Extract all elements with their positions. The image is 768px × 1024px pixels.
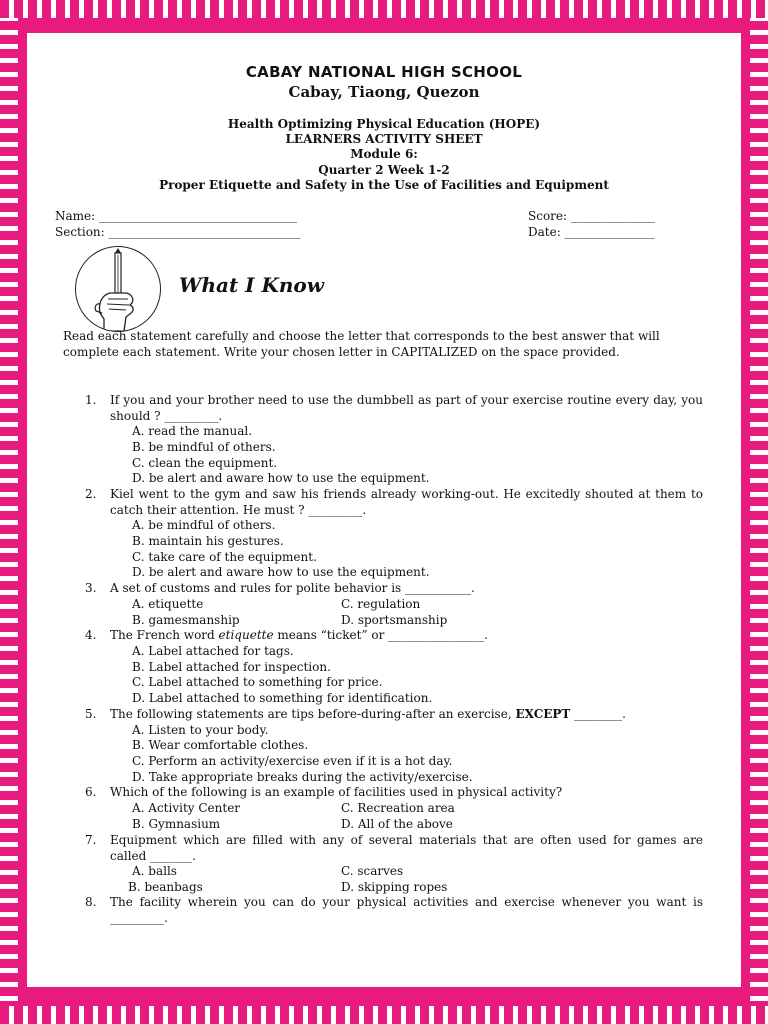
option: C. scarves [341,864,404,878]
option: C. clean the equipment. [132,456,278,470]
question-3 [85,581,703,597]
option: C. regulation [341,597,421,611]
option: B. Wear comfortable clothes. [132,738,309,752]
option: D. Take appropriate breaks during the activity/exercise. [132,770,473,784]
option: D. sportsmanship [341,613,448,627]
question-number: 6. [85,785,97,799]
option: B. gamesmanship [132,613,240,627]
name-field[interactable]: Name: _________________________________ [55,209,297,223]
question-6 [85,785,703,801]
date-field[interactable]: Date: _______________ [528,225,655,239]
question-4 [85,628,703,644]
question-7 [85,833,703,864]
question-stem: If you and your brother need to use the dumbbell as part of your exercise routine every day, you should ? _________. [110,393,703,423]
option: A. etiquette [132,597,204,611]
quarter-label: Quarter 2 Week 1-2 [318,163,450,177]
option: C. Label attached to something for price. [132,675,383,689]
option: A. read the manual. [132,424,253,438]
question-stem: Equipment which are filled with any of several materials that are often used for games are called _______. [110,833,703,863]
option: A. Listen to your body. [132,723,269,737]
question-stem: The facility wherein you can do your physical activities and exercise whenever you want is _________. [110,895,703,925]
question-number: 8. [85,895,97,909]
option: D. skipping ropes [341,880,448,894]
question-stem-emphasis: EXCEPT [515,707,571,721]
option: A. Label attached for tags. [132,644,294,658]
question-2 [85,487,703,518]
option: D. All of the above [341,817,453,831]
hand-pencil-icon [75,246,161,332]
option: B. be mindful of others. [132,440,276,454]
question-stem-text: The following statements are tips before-during-after an exercise, [110,707,516,721]
option: C. take care of the equipment. [132,550,317,564]
school-address: Cabay, Tiaong, Quezon [288,83,480,101]
option: D. Label attached to something for identification. [132,691,433,705]
option: A. Activity Center [132,801,241,815]
activity-sheet [27,33,741,987]
question-5 [85,707,703,723]
question-stem [110,707,703,723]
option: B. Gymnasium [132,817,221,831]
question-stem [110,628,703,644]
question-stem: A set of customs and rules for polite behavior is ___________. [110,581,475,595]
subject-title: Health Optimizing Physical Education (HOPE) [227,117,541,131]
option: C. Perform an activity/exercise even if it is a hot day. [132,754,453,768]
question-stem-text: means “ticket” or ________________. [273,628,488,642]
section-field[interactable]: Section: ________________________________ [55,225,301,239]
question-number: 3. [85,581,97,595]
question-number: 7. [85,833,97,847]
module-label: Module 6: [350,147,418,161]
instructions-text: Read each statement carefully and choose the letter that corresponds to the best answer that will complete each statement. Write your chosen letter in CAPITALIZED on the space provided. [63,329,660,359]
option: B. beanbags [128,880,203,894]
option: B. maintain his gestures. [132,534,284,548]
question-stem-emphasis: etiquette [218,628,274,642]
option: D. be alert and aware how to use the equipment. [132,565,430,579]
topic-title: Proper Etiquette and Safety in the Use of Facilities and Equipment [159,178,609,192]
question-number: 4. [85,628,97,642]
sheet-title: LEARNERS ACTIVITY SHEET [285,132,483,146]
question-number: 2. [85,487,97,501]
option: A. be mindful of others. [132,518,276,532]
option: D. be alert and aware how to use the equipment. [132,471,430,485]
question-stem: Kiel went to the gym and saw his friends already working-out. He excitedly shouted at them to catch their attention. He must ? _________. [110,487,703,517]
question-number: 5. [85,707,97,721]
score-field[interactable]: Score: ______________ [528,209,655,223]
question-1 [85,393,703,424]
option: A. balls [132,864,177,878]
option: C. Recreation area [341,801,455,815]
section-title: What I Know [179,273,324,297]
question-stem-text: ________. [570,707,626,721]
question-stem: Which of the following is an example of facilities used in physical activity? [110,785,563,799]
question-number: 1. [85,393,97,407]
question-stem-text: The French word [110,628,219,642]
question-8 [85,895,703,926]
option: B. Label attached for inspection. [132,660,331,674]
school-name: CABAY NATIONAL HIGH SCHOOL [245,63,523,81]
